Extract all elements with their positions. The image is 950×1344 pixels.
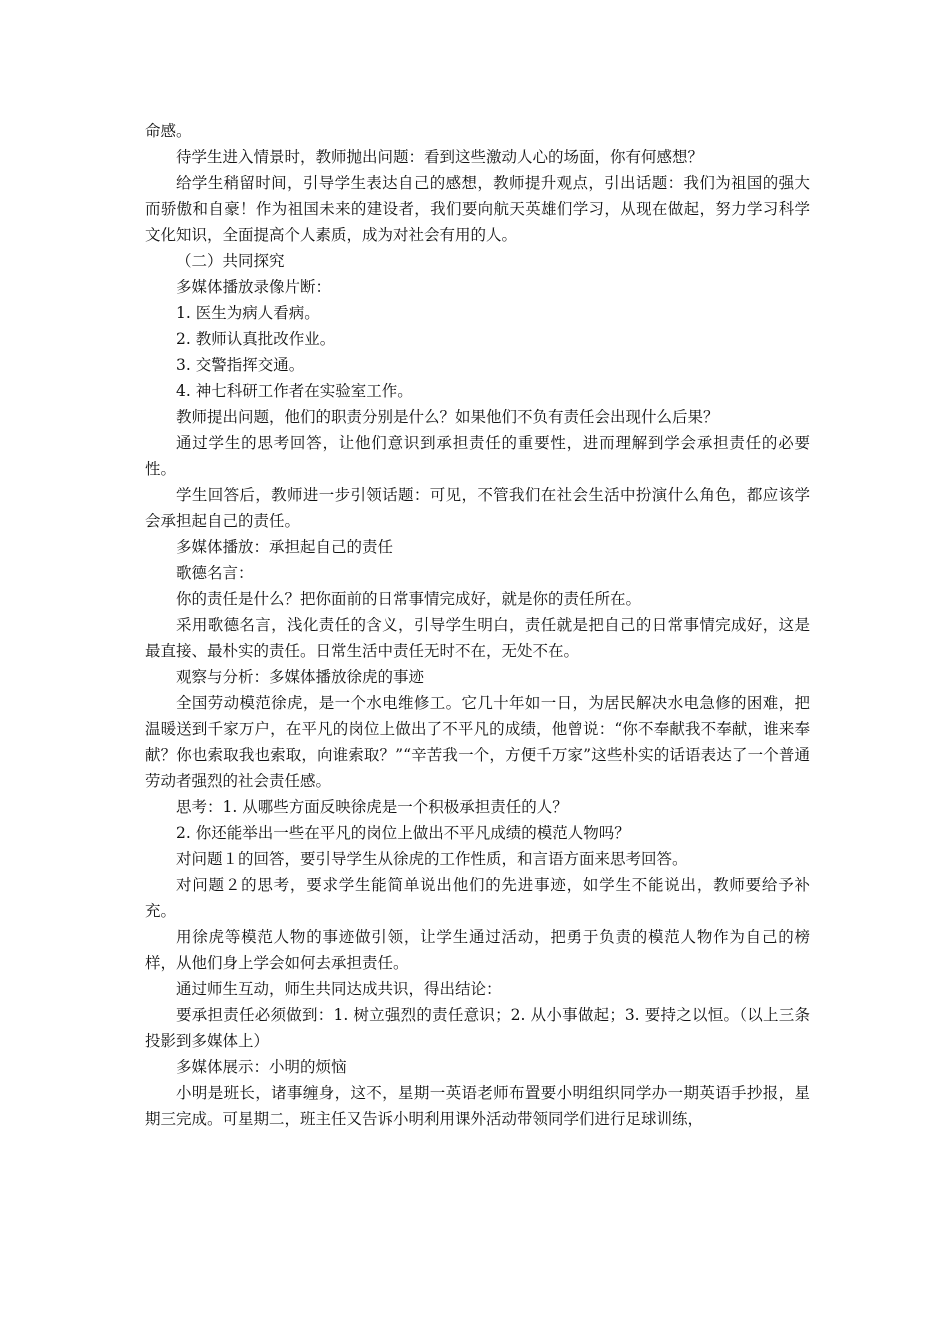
paragraph: 对问题１的回答，要引导学生从徐虎的工作性质，和言语方面来思考回答。 (176, 850, 688, 868)
paragraph: 用徐虎等模范人物的事迹做引领，让学生通过活动，把勇于负责的模范人物作为自己的榜样，从他们身上学会如何去承担责任。 (145, 928, 810, 972)
paragraph: 对问题２的思考，要求学生能简单说出他们的先进事迹，如学生不能说出，教师要给予补充。 (145, 876, 810, 920)
quote: 你的责任是什么？把你面前的日常事情完成好，就是你的责任所在。 (176, 590, 642, 608)
paragraph: 学生回答后，教师进一步引领话题：可见，不管我们在社会生活中扮演什么角色，都应该学会承担起自己的责任。 (145, 486, 810, 530)
paragraph: 通过师生互动，师生共同达成共识，得出结论： (176, 980, 502, 998)
list-item: 3. 交警指挥交通。 (176, 356, 305, 374)
paragraph: 待学生进入情景时，教师抛出问题：看到这些激动人心的场面，你有何感想？ (176, 148, 704, 166)
paragraph: 歌德名言： (176, 564, 254, 582)
paragraph: 采用歌德名言，浅化责任的含义，引导学生明白，责任就是把自己的日常事情完成好，这是最直接、最朴实的责任。日常生活中责任无时不在，无处不在。 (145, 616, 810, 660)
question-item: 2. 你还能举出一些在平凡的岗位上做出不平凡成绩的模范人物吗？ (176, 824, 630, 842)
paragraph: 多媒体展示：小明的烦恼 (176, 1058, 347, 1076)
list-item: 4. 神七科研工作者在实验室工作。 (176, 382, 413, 400)
section-heading: （二）共同探究 (176, 252, 285, 270)
paragraph: 教师提出问题，他们的职责分别是什么？如果他们不负有责任会出现什么后果？ (176, 408, 719, 426)
paragraph: 给学生稍留时间，引导学生表达自己的感想，教师提升观点，引出话题：我们为祖国的强大而骄傲和自豪！作为祖国未来的建设者，我们要向航天英雄们学习，从现在做起，努力学习科学文化知识，全面提高个人素质，成为对社会有用的人。 (145, 174, 810, 244)
paragraph: 多媒体播放录像片断： (176, 278, 332, 296)
list-item: 2. 教师认真批改作业。 (176, 330, 336, 348)
paragraph: 通过学生的思考回答，让他们意识到承担责任的重要性，进而理解到学会承担责任的必要性。 (145, 434, 810, 478)
paragraph: 观察与分析：多媒体播放徐虎的事迹 (176, 668, 425, 686)
document-body (145, 118, 810, 1132)
paragraph: 全国劳动模范徐虎，是一个水电维修工。它几十年如一日，为居民解决水电急修的困难，把温暖送到千家万户，在平凡的岗位上做出了不平凡的成绩，他曾说：“你不奉献我不奉献，谁来奉献？你也索取我也索取，向谁索取？”“辛苦我一个，方便千万家”这些朴实的话语表达了一个普通劳动者强烈的社会责任感。 (145, 694, 810, 790)
paragraph: 要承担责任必须做到：1. 树立强烈的责任意识；2. 从小事做起；3. 要持之以恒。（以上三条投影到多媒体上） (145, 1006, 810, 1050)
question-item: 思考：1. 从哪些方面反映徐虎是一个积极承担责任的人？ (176, 798, 568, 816)
paragraph: 小明是班长，诸事缠身，这不，星期一英语老师布置要小明组织同学办一期英语手抄报，星期三完成。可星期二，班主任又告诉小明利用课外活动带领同学们进行足球训练， (145, 1084, 810, 1128)
paragraph-continuation: 命感。 (145, 122, 192, 140)
paragraph: 多媒体播放：承担起自己的责任 (176, 538, 394, 556)
list-item: 1. 医生为病人看病。 (176, 304, 320, 322)
